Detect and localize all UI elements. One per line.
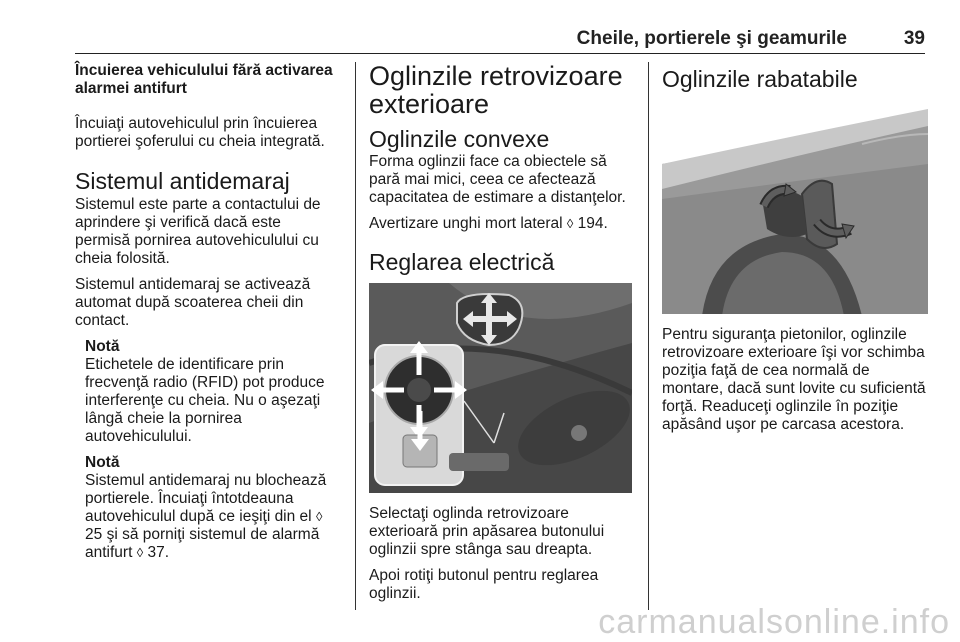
paragraph-immobiliser-2: Sistemul antidemaraj se activează automat după scoaterea cheii din contact. <box>75 276 311 329</box>
note-doors <box>75 454 340 562</box>
paragraph-immobiliser-1: Sistemul este parte a contactului de aprindere şi verifică dacă este permisă pornirea autovehiculului cu cheia folosită. <box>75 196 321 267</box>
column-divider-2 <box>648 62 649 610</box>
paragraph-select-mirror: Selectaţi oglinda retrovizoare exterioară prin apăsarea butonului oglinzii spre stânga sau dreapta. <box>369 505 605 558</box>
heading-immobiliser: Sistemul antidemaraj <box>75 168 290 194</box>
heading-folding-mirrors: Oglinzile rabatabile <box>662 66 858 92</box>
page-ref-icon: ◊ <box>136 545 144 560</box>
mirror-switch-image <box>369 283 632 493</box>
paragraph-folding-mirrors: Pentru siguranţa pietonilor, oglinzile retrovizoare exterioare îşi vor schimba poziţia faţă de cea normală de montare, dacă sunt lovite cu suficientă forţă. Readuceţi oglinzile în poziţie apăsând uşor pe carcasa acestora. <box>662 326 926 433</box>
header-divider <box>75 53 925 54</box>
note-label: Notă <box>85 338 120 355</box>
page-number: 39 <box>903 28 925 49</box>
page-ref[interactable]: 25 <box>85 526 103 543</box>
page-ref-icon: ◊ <box>566 216 574 231</box>
heading-lock-without-alarm: Încuierea vehiculului fără activarea alarmei antifurt <box>75 62 333 97</box>
note-label: Notă <box>85 454 120 471</box>
heading-exterior-mirrors: Oglinzile retrovizoare exterioare <box>369 61 623 119</box>
page-header <box>75 28 925 52</box>
note-text: Etichetele de identificare prin frecvenţă radio (RFID) pot produce interferenţe cu cheia. Nu o aşezaţi lângă cheie la pornirea autovehiculului. <box>85 356 325 445</box>
note-text-part: şi să porniţi sistemul de alarmă antifurt <box>85 526 320 561</box>
page-ref-icon: ◊ <box>315 509 323 524</box>
blind-spot-text: Avertizare unghi mort lateral <box>369 215 563 232</box>
paragraph-lock-without-alarm: Încuiaţi autovehiculul prin încuierea portierei şoferului cu cheia integrată. <box>75 115 325 150</box>
mirror-control-illustration <box>369 283 632 493</box>
note-text <box>85 472 340 562</box>
paragraph-rotate-knob: Apoi rotiţi butonul pentru reglarea oglinzii. <box>369 567 599 602</box>
paragraph-convex: Forma oglinzii face ca obiectele să pară mai mici, ceea ce afectează capacitatea de estimare a distanţelor. <box>369 153 626 206</box>
column-right <box>662 62 930 434</box>
note-text-part: Sistemul antidemaraj nu blochează portierele. Încuiaţi întotdeauna autovehiculul după ce ieşiţi din el <box>85 472 327 525</box>
heading-electric-adjust: Reglarea electrică <box>369 249 555 275</box>
page-ref[interactable]: 37. <box>147 544 170 561</box>
column-middle <box>369 62 634 603</box>
column-left <box>75 62 340 562</box>
page-ref[interactable]: 194. <box>577 215 608 232</box>
paragraph-blind-spot <box>369 215 634 233</box>
header-title: Cheile, portierele şi geamurile <box>576 28 847 49</box>
column-divider-1 <box>355 62 356 610</box>
watermark: carmanualsonline.info <box>598 603 950 641</box>
heading-convex-mirrors: Oglinzile convexe <box>369 126 550 152</box>
folding-mirror-image <box>662 104 928 314</box>
note-rfid <box>75 338 340 446</box>
folding-mirror-illustration <box>662 104 928 314</box>
